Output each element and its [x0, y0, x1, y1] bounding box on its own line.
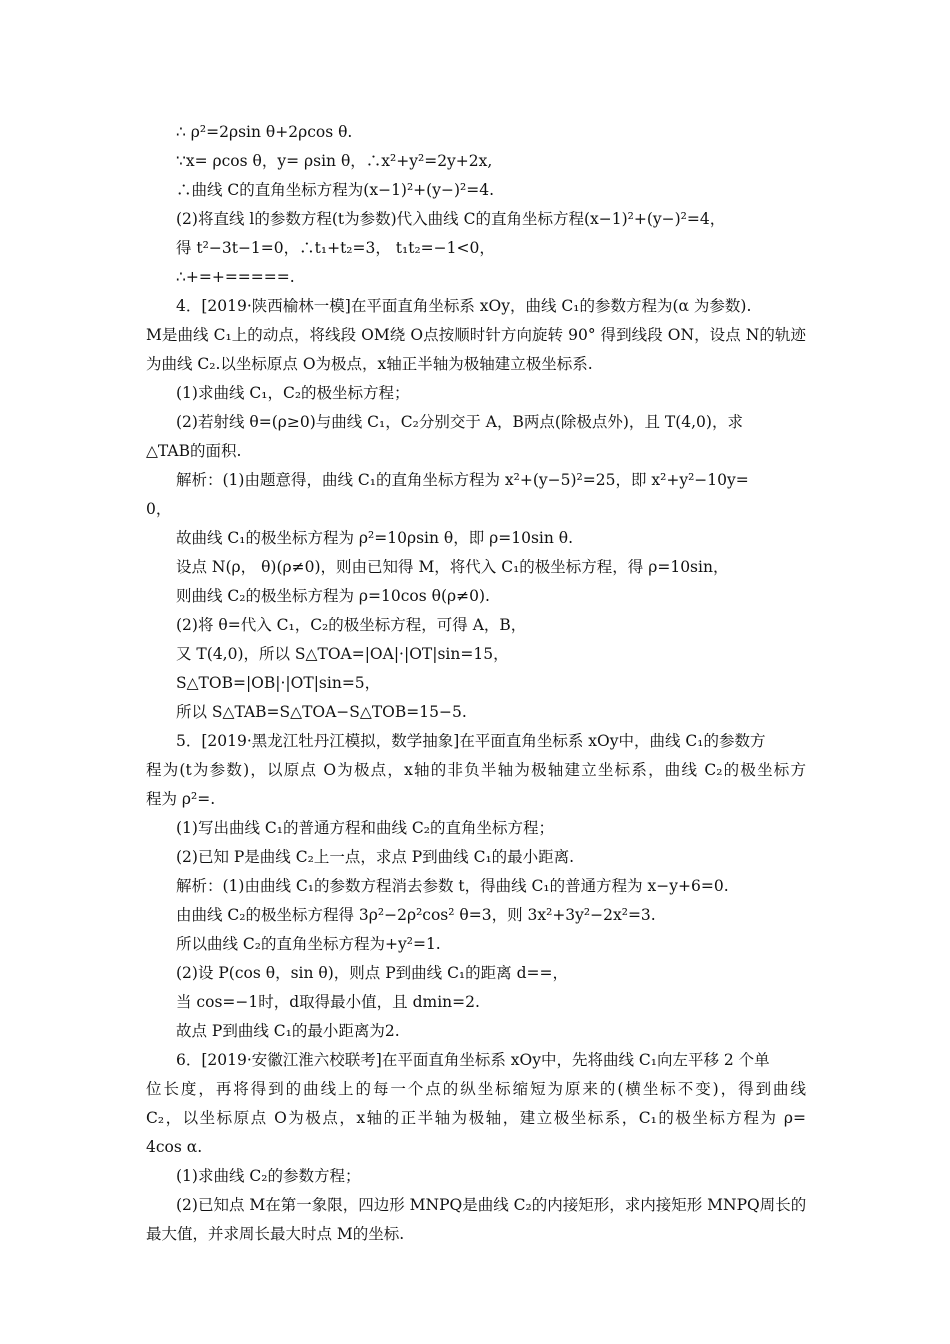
- text-line: ∴+=+=====.: [176, 268, 295, 286]
- text-line: 4cos α.: [146, 1138, 203, 1156]
- text-line: 位长度，再将得到的曲线上的每一个点的纵坐标缩短为原来的(横坐标不变)，得到曲线: [146, 1080, 806, 1098]
- text-line: (1)求曲线 C₂的参数方程；: [176, 1167, 361, 1185]
- text-line: △TAB的面积.: [146, 442, 242, 460]
- text-line: 得 t²−3t−1=0，∴t₁+t₂=3， t₁t₂=−1<0，: [176, 239, 495, 257]
- text-line: 则曲线 C₂的极坐标方程为 ρ=10cos θ(ρ≠0).: [176, 587, 490, 605]
- text-line: (1)求曲线 C₁，C₂的极坐标方程；: [176, 384, 410, 402]
- text-line: 故曲线 C₁的极坐标方程为 ρ²=10ρsin θ，即 ρ=10sin θ.: [176, 529, 574, 547]
- text-line: 所以 S△TAB=S△TOA−S△TOB=15−5.: [176, 703, 467, 721]
- text-line: 故点 P到曲线 C₁的最小距离为2.: [176, 1022, 400, 1040]
- text-line: (2)若射线 θ=(ρ≥0)与曲线 C₁，C₂分别交于 A，B两点(除极点外)，且 T(4,0)，求: [176, 413, 743, 431]
- text-line: (2)已知 P是曲线 C₂上一点，求点 P到曲线 C₁的最小距离.: [176, 848, 575, 866]
- solution-line: 解析：(1)由题意得，曲线 C₁的直角坐标方程为 x²+(y−5)²=25，即 x²+y²−10y=: [176, 471, 749, 489]
- text-line: 设点 N(ρ， θ)(ρ≠0)，则由已知得 M，将代入 C₁的极坐标方程，得 ρ=10sin，: [176, 558, 729, 576]
- text-line: ∴曲线 C的直角坐标方程为(x−1)²+(y−)²=4.: [176, 181, 495, 199]
- problem-4-line: 4．[2019·陕西榆林一模]在平面直角坐标系 xOy，曲线 C₁的参数方程为(α 为参数).: [176, 297, 752, 315]
- text-line: 所以曲线 C₂的直角坐标方程为+y²=1.: [176, 935, 441, 953]
- text-line: 程为 ρ²=.: [146, 790, 216, 808]
- problem-5-line: 5．[2019·黑龙江牡丹江模拟，数学抽象]在平面直角坐标系 xOy中，曲线 C₁的参数方: [176, 732, 766, 750]
- text-line: 程为(t为参数)，以原点 O为极点，x轴的非负半轴为极轴建立坐标系，曲线 C₂的极坐标方: [146, 761, 806, 779]
- problem-6-line: 6．[2019·安徽江淮六校联考]在平面直角坐标系 xOy中，先将曲线 C₁向左平移 2 个单: [176, 1051, 770, 1069]
- text-line: (2)将直线 l的参数方程(t为参数)代入曲线 C的直角坐标方程(x−1)²+(y−)²=4，: [176, 210, 726, 228]
- text-line: (1)写出曲线 C₁的普通方程和曲线 C₂的直角坐标方程；: [176, 819, 554, 837]
- text-line: C₂，以坐标原点 O为极点，x轴的正半轴为极轴，建立极坐标系，C₁的极坐标方程为 ρ=: [146, 1109, 806, 1127]
- text-line: 当 cos=−1时，d取得最小值，且 dmin=2.: [176, 993, 480, 1011]
- text-line: S△TOB=|OB|·|OT|sin=5，: [176, 674, 381, 692]
- text-line: ∵x= ρcos θ，y= ρsin θ，∴x²+y²=2y+2x,: [176, 152, 493, 170]
- text-line: 为曲线 C₂.以坐标原点 O为极点，x轴正半轴为极轴建立极坐标系.: [146, 355, 593, 373]
- text-line: ∴ ρ²=2ρsin θ+2ρcos θ.: [176, 123, 353, 141]
- text-line: 最大值，并求周长最大时点 M的坐标.: [146, 1225, 405, 1243]
- text-line: 0，: [146, 500, 172, 518]
- text-line: (2)设 P(cos θ，sin θ)，则点 P到曲线 C₁的距离 d==，: [176, 964, 568, 982]
- text-line: 由曲线 C₂的极坐标方程得 3ρ²−2ρ²cos² θ=3，则 3x²+3y²−2x²=3.: [176, 906, 656, 924]
- text-line: M是曲线 C₁上的动点，将线段 OM绕 O点按顺时针方向旋转 90° 得到线段 ON，设点 N的轨迹: [146, 326, 806, 344]
- text-line: (2)已知点 M在第一象限，四边形 MNPQ是曲线 C₂的内接矩形，求内接矩形 MNPQ周长的: [176, 1196, 807, 1214]
- solution-line: 解析：(1)由曲线 C₁的参数方程消去参数 t，得曲线 C₁的普通方程为 x−y+6=0.: [176, 877, 729, 895]
- text-line: (2)将 θ=代入 C₁，C₂的极坐标方程，可得 A，B，: [176, 616, 527, 634]
- text-line: 又 T(4,0)，所以 S△TOA=|OA|·|OT|sin=15，: [176, 645, 509, 663]
